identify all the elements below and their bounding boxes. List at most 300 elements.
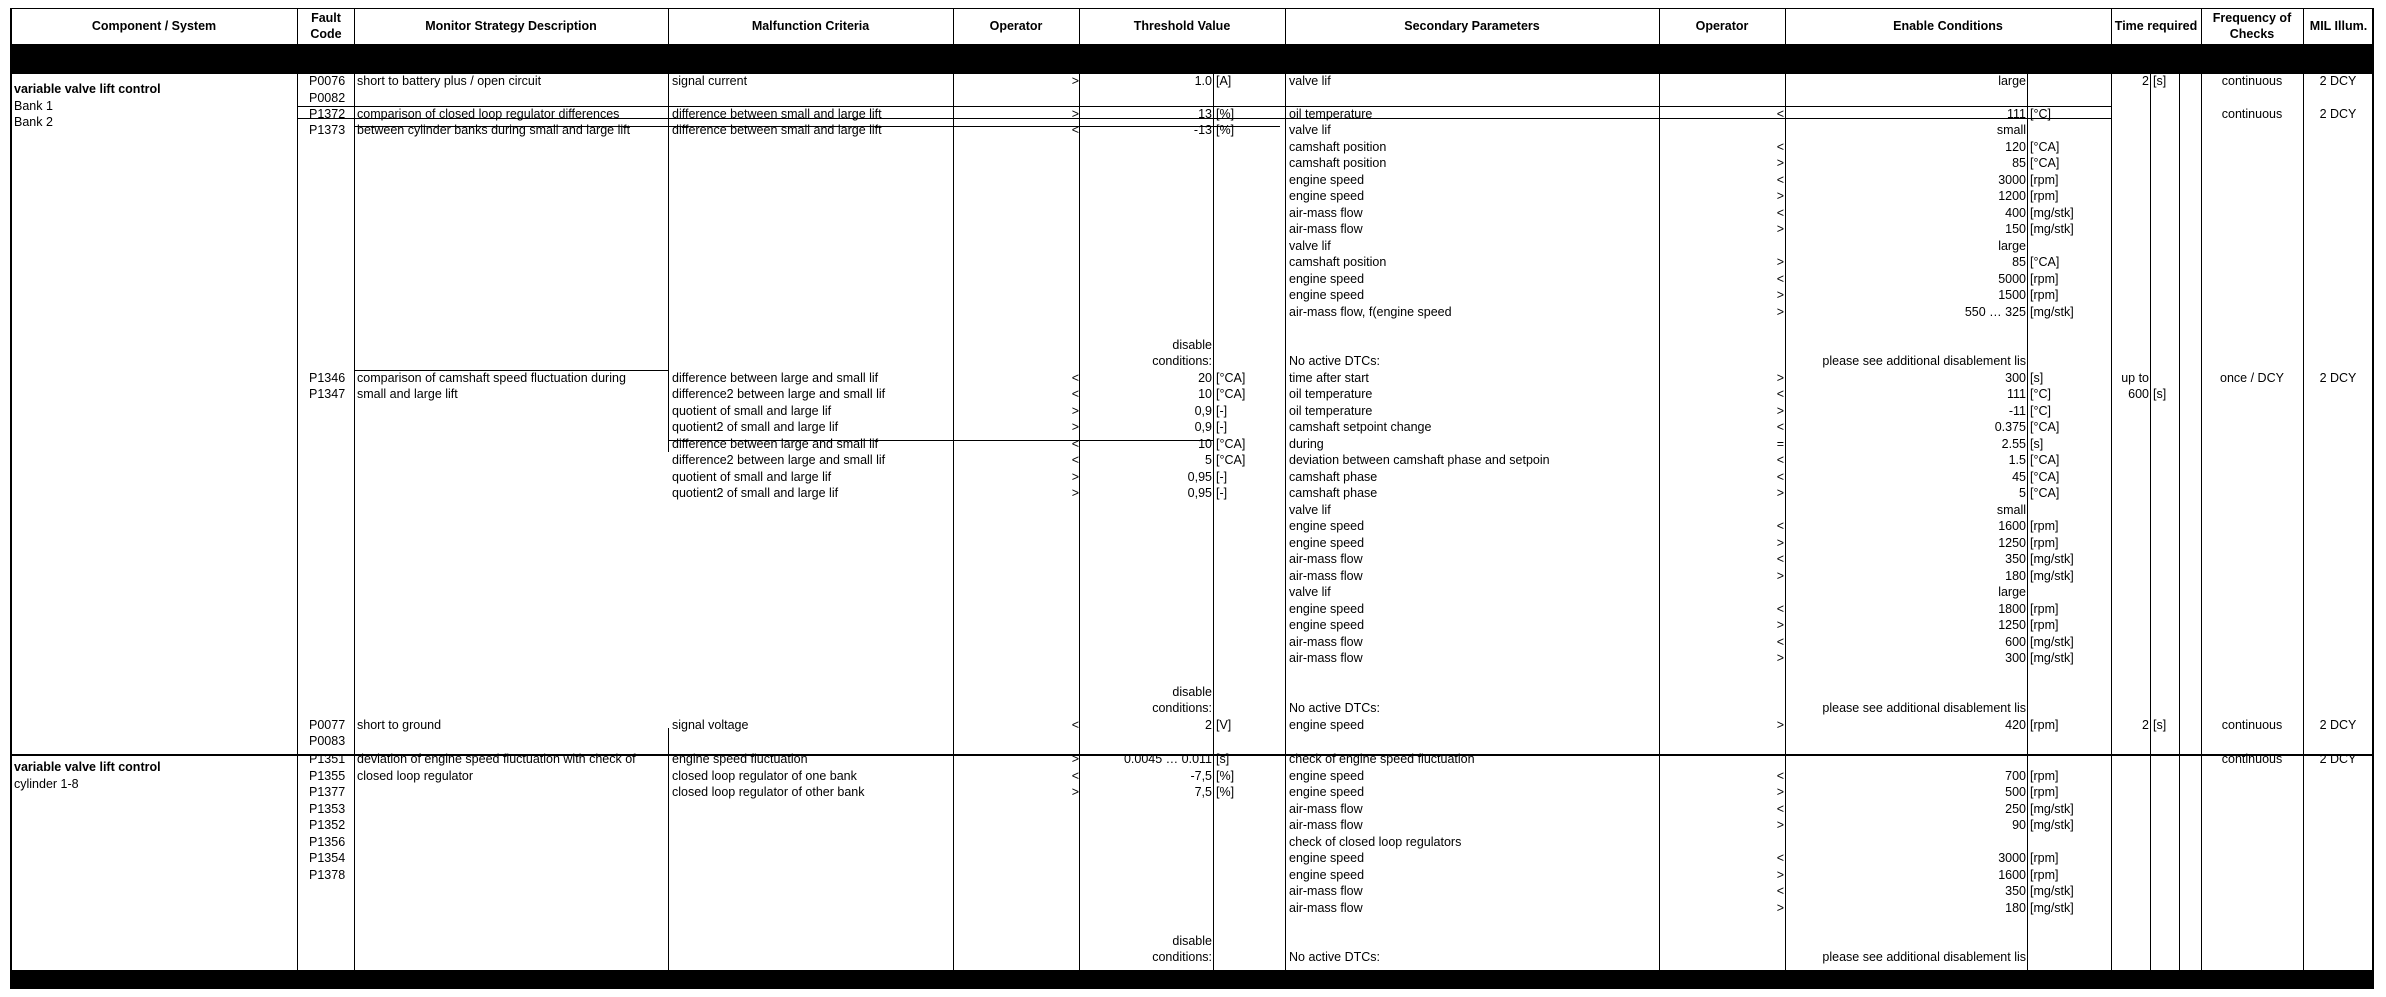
enable-value: 300 — [2005, 651, 2026, 665]
operator-2: > — [1776, 718, 1784, 732]
operator-2: < — [1776, 635, 1784, 649]
operator-2: < — [1776, 602, 1784, 616]
secondary-parameter: check of engine speed fluctuation — [1289, 752, 1475, 766]
monitor-description: deviation of engine speed fluctuation with check of — [357, 752, 636, 766]
threshold-unit: [°CA] — [1216, 387, 1246, 401]
enable-value: 120 — [2005, 140, 2026, 154]
obd-monitor-table — [10, 8, 2374, 989]
threshold-unit: [-] — [1216, 420, 1228, 434]
operator-2: > — [1776, 371, 1784, 385]
enable-value: 1800 — [1998, 602, 2026, 616]
enable-value: 350 — [2005, 552, 2026, 566]
secondary-parameter: engine speed — [1289, 519, 1365, 533]
operator-2: > — [1776, 222, 1784, 236]
threshold-value: 2 — [1205, 718, 1212, 732]
threshold-value: disable — [1172, 685, 1212, 699]
enable-value: 180 — [2005, 569, 2026, 583]
enable-unit: [rpm] — [2030, 851, 2059, 865]
enable-value: 85 — [2012, 156, 2026, 170]
monitor-description: comparison of camshaft speed fluctuation during — [357, 371, 626, 385]
malfunction-criteria: closed loop regulator of other bank — [672, 785, 865, 799]
enable-unit: [rpm] — [2030, 288, 2059, 302]
monitor-criteria-divider — [668, 728, 669, 970]
frequency: continuous — [2221, 107, 2283, 121]
operator-2: > — [1776, 618, 1784, 632]
header-fault-code: Fault Code — [310, 11, 342, 41]
header-malfunction-criteria: Malfunction Criteria — [751, 19, 870, 33]
operator-2: > — [1776, 785, 1784, 799]
header-time-required: Time required — [2114, 19, 2198, 33]
enable-unit: [mg/stk] — [2030, 569, 2074, 583]
secondary-parameter: engine speed — [1289, 618, 1365, 632]
fault-code: P1354 — [309, 851, 346, 865]
enable-unit: [rpm] — [2030, 519, 2059, 533]
threshold-value: conditions: — [1152, 354, 1212, 368]
time-unit: [s] — [2153, 74, 2167, 88]
enable-unit: [rpm] — [2030, 272, 2059, 286]
operator-2: < — [1776, 884, 1784, 898]
monitor-description: comparison of closed loop regulator differences — [357, 107, 620, 121]
enable-value: 85 — [2012, 255, 2026, 269]
enable-unit: [°CA] — [2030, 470, 2060, 484]
enable-value: 1250 — [1998, 536, 2026, 550]
malfunction-criteria: signal voltage — [672, 718, 749, 732]
time-required: up to — [2121, 371, 2149, 385]
enable-value: large — [1998, 239, 2026, 253]
secondary-parameter: engine speed — [1289, 868, 1365, 882]
operator-2: = — [1776, 437, 1784, 451]
enable-unit: [mg/stk] — [2030, 222, 2074, 236]
secondary-parameter: No active DTCs: — [1289, 354, 1380, 368]
secondary-parameter: air-mass flow — [1289, 569, 1363, 583]
enable-value: -11 — [2008, 404, 2026, 418]
operator-2: > — [1776, 404, 1784, 418]
frequency: continuous — [2221, 74, 2283, 88]
operator-2: > — [1776, 868, 1784, 882]
malfunction-criteria: quotient of small and large lif — [672, 404, 832, 418]
enable-unit: [rpm] — [2030, 868, 2059, 882]
enable-value: 3000 — [1998, 173, 2026, 187]
secondary-parameter: engine speed — [1289, 189, 1365, 203]
operator-2: > — [1776, 651, 1784, 665]
component-2-cylinder: cylinder 1-8 — [14, 777, 79, 791]
operator: > — [1071, 74, 1079, 88]
operator-2: > — [1776, 156, 1784, 170]
fault-code: P0082 — [309, 91, 346, 105]
header-monitor-strategy: Monitor Strategy Description — [425, 19, 597, 33]
threshold-value: disable — [1172, 934, 1212, 948]
secondary-parameter: camshaft position — [1289, 255, 1387, 269]
border-left — [10, 8, 12, 989]
enable-unit: [mg/stk] — [2030, 206, 2074, 220]
secondary-parameter: camshaft position — [1289, 140, 1387, 154]
malfunction-criteria: difference2 between large and small lif — [672, 453, 886, 467]
time-required: 600 — [2128, 387, 2149, 401]
enable-value: 5000 — [1998, 272, 2026, 286]
fault-code: P1346 — [309, 371, 346, 385]
secondary-parameter: No active DTCs: — [1289, 950, 1380, 964]
time-unit: [s] — [2153, 718, 2167, 732]
enable-unit: [°C] — [2030, 404, 2051, 418]
secondary-parameter: air-mass flow — [1289, 802, 1363, 816]
malfunction-criteria: quotient of small and large lif — [672, 470, 832, 484]
header-component: Component / System — [91, 19, 217, 33]
secondary-parameter: deviation between camshaft phase and setpoin — [1289, 453, 1550, 467]
secondary-parameter: oil temperature — [1289, 404, 1373, 418]
secondary-parameter: air-mass flow — [1289, 818, 1363, 832]
component-1-title: variable valve lift control — [14, 82, 161, 96]
malfunction-criteria: difference between large and small lif — [672, 371, 879, 385]
time-unit: [s] — [2153, 387, 2167, 401]
enable-unit: [rpm] — [2030, 785, 2059, 799]
col-divider — [2111, 8, 2112, 970]
secondary-parameter: oil temperature — [1289, 387, 1373, 401]
operator-2: < — [1776, 519, 1784, 533]
fault-code: P1355 — [309, 769, 346, 783]
enable-value: 45 — [2012, 470, 2026, 484]
threshold-value: -13 — [1193, 123, 1212, 137]
secondary-parameter: air-mass flow — [1289, 901, 1363, 915]
threshold-unit: [-] — [1216, 486, 1228, 500]
operator-2: > — [1776, 255, 1784, 269]
secondary-parameter: air-mass flow — [1289, 206, 1363, 220]
col-divider — [953, 8, 954, 970]
enable-unit: [mg/stk] — [2030, 635, 2074, 649]
threshold-value: 7,5 — [1194, 785, 1212, 799]
threshold-unit: [-] — [1216, 404, 1228, 418]
threshold-value: 10 — [1198, 437, 1212, 451]
enable-value: 1200 — [1998, 189, 2026, 203]
fault-code: P1351 — [309, 752, 346, 766]
enable-value: 300 — [2005, 371, 2026, 385]
enable-value: 700 — [2005, 769, 2026, 783]
enable-unit: [mg/stk] — [2030, 818, 2074, 832]
operator-2: < — [1776, 802, 1784, 816]
malfunction-criteria: difference between small and large lift — [672, 123, 882, 137]
operator: > — [1071, 785, 1079, 799]
secondary-parameter: during — [1289, 437, 1324, 451]
secondary-parameter: camshaft phase — [1289, 486, 1378, 500]
enable-value: 1600 — [1998, 519, 2026, 533]
threshold-unit: [-] — [1216, 470, 1228, 484]
threshold-unit: [°CA] — [1216, 453, 1246, 467]
enable-unit: [s] — [2030, 437, 2044, 451]
secondary-parameter: No active DTCs: — [1289, 701, 1380, 715]
threshold-value: 0,9 — [1194, 404, 1212, 418]
operator-2: < — [1776, 173, 1784, 187]
secondary-parameter: engine speed — [1289, 536, 1365, 550]
col-divider — [1659, 8, 1660, 970]
enable-unit: [rpm] — [2030, 602, 2059, 616]
malfunction-criteria: engine speed fluctuation — [672, 752, 808, 766]
enable-value: small — [1996, 503, 2026, 517]
threshold-value: 5 — [1205, 453, 1212, 467]
header-band — [10, 44, 2374, 74]
enable-unit: [rpm] — [2030, 618, 2059, 632]
monitor-description: short to ground — [357, 718, 442, 732]
secondary-parameter: valve lif — [1289, 503, 1331, 517]
threshold-unit: [%] — [1216, 785, 1235, 799]
fault-code: P1356 — [309, 835, 346, 849]
operator-2: < — [1776, 453, 1784, 467]
enable-value: 3000 — [1998, 851, 2026, 865]
frequency: continuous — [2221, 718, 2283, 732]
enable-value: 5 — [2019, 486, 2026, 500]
malfunction-criteria: quotient2 of small and large lif — [672, 486, 839, 500]
operator: < — [1071, 123, 1079, 137]
operator-2: > — [1776, 818, 1784, 832]
header-frequency: Frequency of Checks — [2212, 11, 2292, 41]
operator: < — [1071, 453, 1079, 467]
time-unit-divider — [2150, 74, 2151, 970]
fault-code: P0076 — [309, 74, 346, 88]
operator-2: > — [1776, 569, 1784, 583]
enable-unit: [rpm] — [2030, 189, 2059, 203]
enable-value: 1600 — [1998, 868, 2026, 882]
secondary-parameter: air-mass flow, f(engine speed — [1289, 305, 1452, 319]
enable-unit: [°CA] — [2030, 420, 2060, 434]
enable-unit: [mg/stk] — [2030, 884, 2074, 898]
enable-value: 1.5 — [2008, 453, 2026, 467]
border-right — [2372, 8, 2374, 989]
enable-value: 600 — [2005, 635, 2026, 649]
header-mil: MIL Illum. — [2309, 19, 2368, 33]
enable-unit: [°CA] — [2030, 486, 2060, 500]
enable-value: 420 — [2005, 718, 2026, 732]
enable-value: 400 — [2005, 206, 2026, 220]
threshold-unit: [A] — [1216, 74, 1232, 88]
monitor-description: closed loop regulator — [357, 769, 474, 783]
operator: < — [1071, 718, 1079, 732]
secondary-parameter: camshaft phase — [1289, 470, 1378, 484]
enable-unit: [°C] — [2030, 107, 2051, 121]
enable-value: large — [1998, 74, 2026, 88]
secondary-parameter: valve lif — [1289, 585, 1331, 599]
threshold-value: 1.0 — [1194, 74, 1212, 88]
secondary-parameter: engine speed — [1289, 718, 1365, 732]
secondary-parameter: time after start — [1289, 371, 1369, 385]
enable-unit: [mg/stk] — [2030, 305, 2074, 319]
threshold-unit: [%] — [1216, 769, 1235, 783]
mil-illum: 2 DCY — [2319, 107, 2357, 121]
enable-value: 111 — [2006, 387, 2026, 401]
enable-unit: [rpm] — [2030, 769, 2059, 783]
operator-2: < — [1776, 387, 1784, 401]
threshold-value: -7,5 — [1190, 769, 1212, 783]
col-divider — [2201, 8, 2202, 970]
operator: > — [1071, 107, 1079, 121]
col-divider — [297, 8, 298, 970]
fault-code: P1378 — [309, 868, 346, 882]
secondary-parameter: oil temperature — [1289, 107, 1373, 121]
operator-2: < — [1776, 552, 1784, 566]
enable-value: 2.55 — [2001, 437, 2026, 451]
operator-2: > — [1776, 189, 1784, 203]
secondary-parameter: camshaft position — [1289, 156, 1387, 170]
enable-value: please see additional disablement lis — [1822, 950, 2026, 964]
enable-value: 180 — [2005, 901, 2026, 915]
frequency: continuous — [2221, 752, 2283, 766]
secondary-parameter: valve lif — [1289, 74, 1331, 88]
secondary-parameter: air-mass flow — [1289, 552, 1363, 566]
operator-2: < — [1776, 206, 1784, 220]
col-divider — [668, 8, 669, 44]
enable-unit: [°CA] — [2030, 453, 2060, 467]
col-divider — [1785, 8, 1786, 970]
monitor-description: between cylinder banks during small and large lift — [357, 123, 631, 137]
secondary-parameter: check of closed loop regulators — [1289, 835, 1462, 849]
operator: > — [1071, 404, 1079, 418]
secondary-parameter: engine speed — [1289, 851, 1365, 865]
threshold-value: 13 — [1198, 107, 1212, 121]
operator: > — [1071, 486, 1079, 500]
secondary-parameter: valve lif — [1289, 123, 1331, 137]
malfunction-criteria: difference2 between large and small lif — [672, 387, 886, 401]
enable-value: please see additional disablement lis — [1822, 354, 2026, 368]
fault-code: P0077 — [309, 718, 346, 732]
secondary-parameter: engine speed — [1289, 288, 1365, 302]
operator-2: > — [1776, 486, 1784, 500]
secondary-parameter: engine speed — [1289, 173, 1365, 187]
operator-2: > — [1776, 536, 1784, 550]
header-secondary-parameters: Secondary Parameters — [1404, 19, 1540, 33]
mil-illum: 2 DCY — [2319, 752, 2357, 766]
enable-unit: [mg/stk] — [2030, 901, 2074, 915]
threshold-value: 0.0045 … 0.011 — [1123, 752, 1212, 766]
component-1-bank2: Bank 2 — [14, 115, 53, 129]
enable-unit-divider — [2027, 74, 2028, 970]
col-divider — [2303, 8, 2304, 970]
component-1-bank1: Bank 1 — [14, 99, 53, 113]
enable-value: large — [1998, 585, 2026, 599]
threshold-unit: [°CA] — [1216, 371, 1246, 385]
mil-illum: 2 DCY — [2319, 371, 2357, 385]
enable-value: 0.375 — [1994, 420, 2026, 434]
secondary-parameter: camshaft setpoint change — [1289, 420, 1432, 434]
operator-2: > — [1776, 901, 1784, 915]
secondary-parameter: air-mass flow — [1289, 651, 1363, 665]
operator: > — [1071, 420, 1079, 434]
threshold-value: 20 — [1198, 371, 1212, 385]
secondary-parameter: air-mass flow — [1289, 884, 1363, 898]
col-divider — [1285, 8, 1286, 970]
operator-2: < — [1776, 107, 1784, 121]
threshold-unit: [°CA] — [1216, 437, 1246, 451]
threshold-value: 10 — [1198, 387, 1212, 401]
operator-2: < — [1776, 272, 1784, 286]
enable-unit: [°CA] — [2030, 255, 2060, 269]
enable-unit: [mg/stk] — [2030, 802, 2074, 816]
operator: > — [1071, 752, 1079, 766]
mil-illum: 2 DCY — [2319, 718, 2357, 732]
operator: < — [1071, 387, 1079, 401]
enable-value: please see additional disablement lis — [1822, 701, 2026, 715]
enable-value: 111 — [2006, 107, 2026, 121]
malfunction-criteria: quotient2 of small and large lif — [672, 420, 839, 434]
enable-value: 150 — [2005, 222, 2026, 236]
secondary-parameter: valve lif — [1289, 239, 1331, 253]
secondary-parameter: air-mass flow — [1289, 635, 1363, 649]
threshold-value: 0,95 — [1187, 470, 1212, 484]
threshold-unit: [s] — [1216, 752, 1230, 766]
operator-2: < — [1776, 420, 1784, 434]
enable-value: 550 … 325 — [1964, 305, 2026, 319]
threshold-value: conditions: — [1152, 950, 1212, 964]
header-enable-conditions: Enable Conditions — [1893, 19, 2003, 33]
enable-unit: [°CA] — [2030, 140, 2060, 154]
enable-value: 250 — [2005, 802, 2026, 816]
time-required: 2 — [2142, 74, 2149, 88]
operator: < — [1071, 769, 1079, 783]
enable-value: 350 — [2005, 884, 2026, 898]
enable-value: 1250 — [1998, 618, 2026, 632]
threshold-unit: [V] — [1216, 718, 1232, 732]
enable-unit: [mg/stk] — [2030, 651, 2074, 665]
fault-code: P1373 — [309, 123, 346, 137]
malfunction-criteria: difference between large and small lif — [672, 437, 879, 451]
threshold-value: 0,9 — [1194, 420, 1212, 434]
enable-unit: [s] — [2030, 371, 2044, 385]
enable-unit: [°CA] — [2030, 156, 2060, 170]
enable-unit: [rpm] — [2030, 536, 2059, 550]
enable-unit: [rpm] — [2030, 718, 2059, 732]
fault-code: P1372 — [309, 107, 346, 121]
secondary-parameter: engine speed — [1289, 272, 1365, 286]
operator-2: < — [1776, 470, 1784, 484]
secondary-parameter: engine speed — [1289, 785, 1365, 799]
operator: > — [1071, 470, 1079, 484]
enable-unit: [°C] — [2030, 387, 2051, 401]
fault-code: P0083 — [309, 734, 346, 748]
secondary-parameter: engine speed — [1289, 769, 1365, 783]
header-operator-2: Operator — [1695, 19, 1749, 33]
operator: < — [1071, 437, 1079, 451]
threshold-unit: [%] — [1216, 107, 1235, 121]
frequency: once / DCY — [2220, 371, 2284, 385]
threshold-value: 0,95 — [1187, 486, 1212, 500]
fault-code: P1377 — [309, 785, 346, 799]
operator-2: > — [1776, 288, 1784, 302]
border-top — [10, 8, 2374, 9]
operator-2: < — [1776, 769, 1784, 783]
secondary-parameter: engine speed — [1289, 602, 1365, 616]
footer-band — [10, 970, 2374, 989]
threshold-value: conditions: — [1152, 701, 1212, 715]
enable-unit: [rpm] — [2030, 173, 2059, 187]
enable-value: small — [1996, 123, 2026, 137]
mil-illum: 2 DCY — [2319, 74, 2357, 88]
operator-2: < — [1776, 140, 1784, 154]
malfunction-criteria: signal current — [672, 74, 748, 88]
fault-code: P1352 — [309, 818, 346, 832]
enable-value: 500 — [2005, 785, 2026, 799]
operator-2: > — [1776, 305, 1784, 319]
enable-value: 90 — [2012, 818, 2026, 832]
enable-value: 1500 — [1998, 288, 2026, 302]
threshold-unit: [%] — [1216, 123, 1235, 137]
monitor-description: small and large lift — [357, 387, 458, 401]
monitor-description: short to battery plus / open circuit — [357, 74, 542, 88]
col-divider — [1079, 8, 1080, 970]
enable-unit: [mg/stk] — [2030, 552, 2074, 566]
threshold-unit-divider — [1213, 74, 1214, 970]
malfunction-criteria: closed loop regulator of one bank — [672, 769, 857, 783]
fault-code: P1353 — [309, 802, 346, 816]
operator-2: < — [1776, 851, 1784, 865]
threshold-value: disable — [1172, 338, 1212, 352]
time-unit-divider-2 — [2179, 74, 2180, 970]
component-2-title: variable valve lift control — [14, 760, 161, 774]
